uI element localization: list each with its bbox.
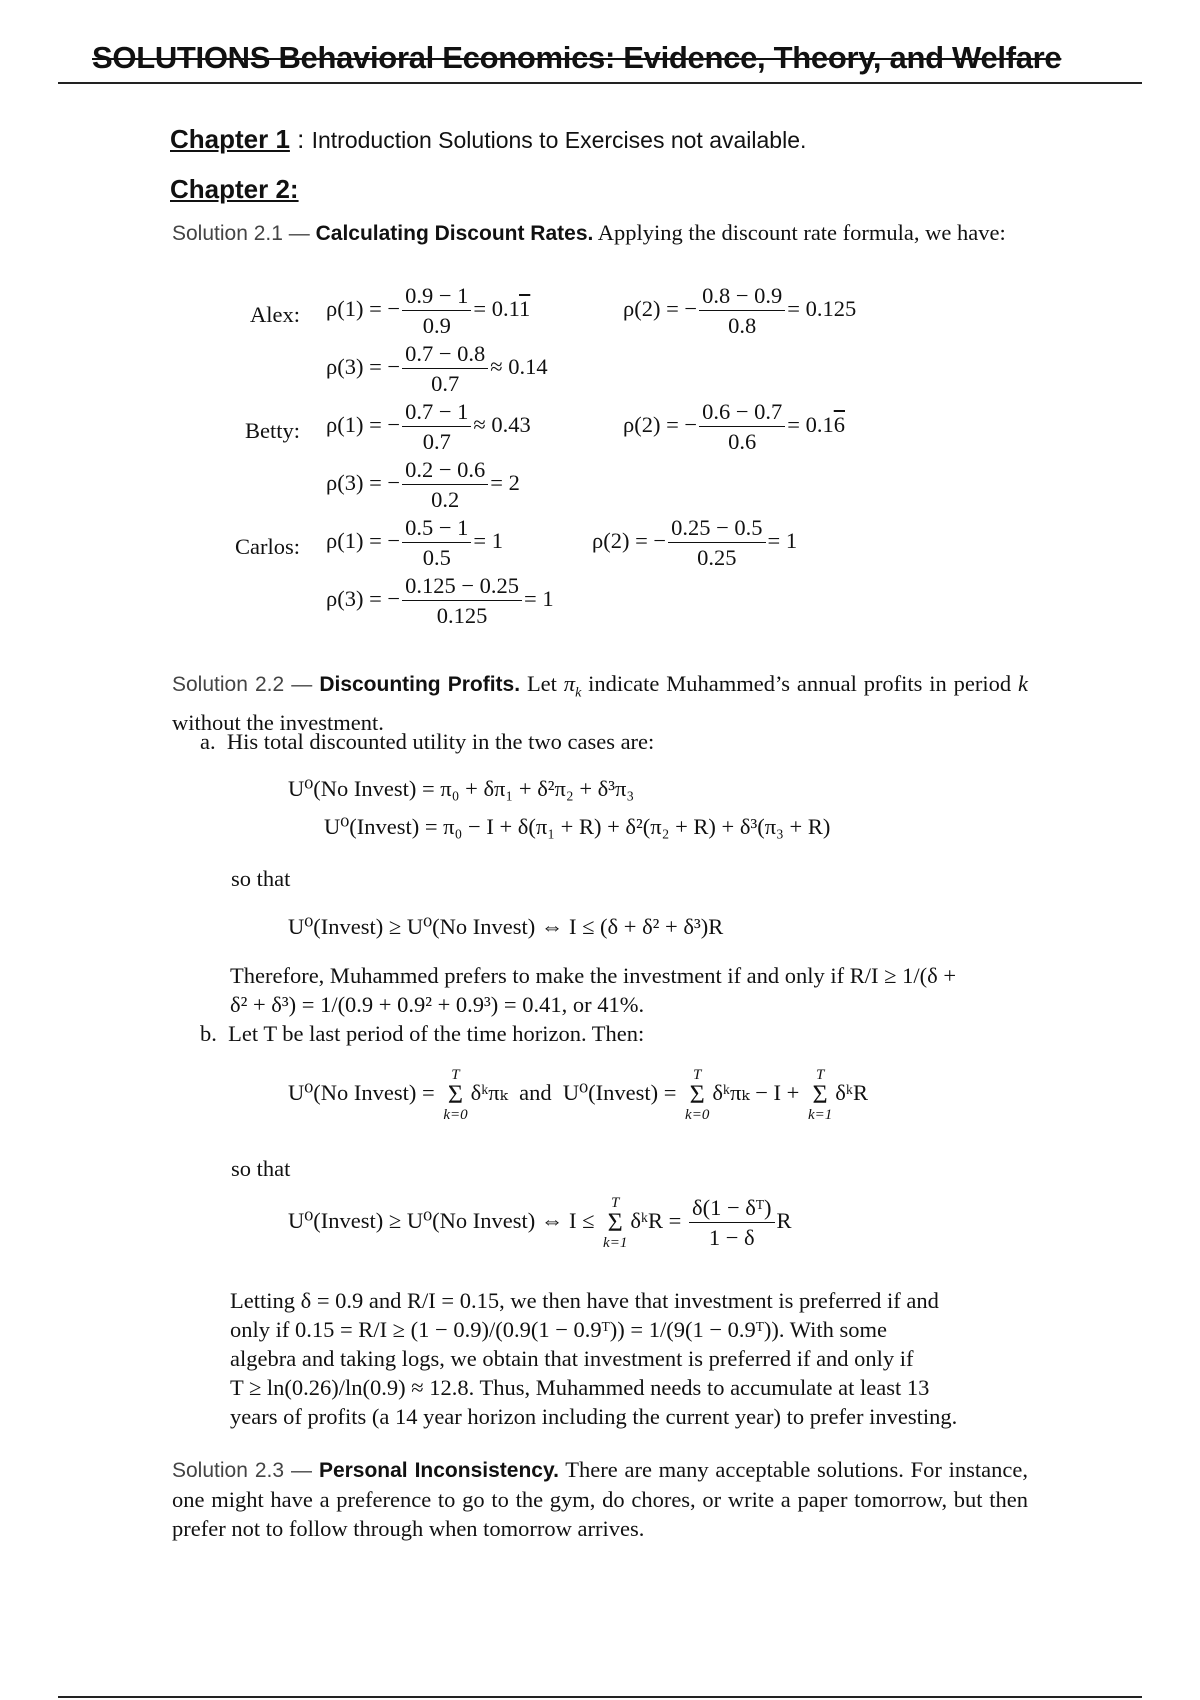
item-a-text: His total discounted utility in the two cases are:: [226, 729, 655, 754]
solution-2-3-number: Solution 2.3 —: [172, 1459, 312, 1482]
eq-sums: U⁰(No Invest) = T Σ k=0 δᵏπₖ and U⁰(Invest) = T Σ k=0 δᵏπₖ − I + T Σ k=1 δᵏR: [288, 1067, 868, 1123]
row-name-alex: Alex:: [250, 302, 300, 327]
row-name-betty: Betty:: [245, 418, 300, 443]
item-a: [200, 729, 654, 755]
solution-2-1-intro: [172, 218, 1028, 248]
item-b-label: b.: [200, 1021, 217, 1046]
solution-2-1-number: Solution 2.1 —: [172, 222, 310, 245]
solution-2-3: [172, 1455, 1028, 1543]
therefore-paragraph: Therefore, Muhammed prefers to make the investment if and only if R/I ≥ 1/(δ + δ² + δ³) = 1/(0.9 + 0.9² + 0.9³) = 0.41, or 41%.: [230, 963, 957, 1017]
footer-rule: [58, 1696, 1142, 1698]
document-title: SOLUTIONS Behavioral Economics: Evidence, Theory, and Welfare: [92, 40, 1062, 75]
chapter-1-text: Introduction Solutions to Exercises not available.: [311, 127, 807, 153]
item-b: [200, 1021, 644, 1047]
eq-no-invest: U⁰(No Invest) = π₀ + δπ₁ + δ²π₂ + δ³π₃: [288, 776, 635, 801]
solution-2-2-intro: Solution 2.2 — Discounting Profits. Let $\pi_k$ indicate Muhammed’s annual profits in period k without the investment.: [172, 671, 1029, 735]
row-name-carlos: Carlos:: [235, 534, 300, 559]
eq-alex-rho1: ρ(1) = − $\frac{0.9 - 1}{0.9}$ = 0.11: [326, 283, 531, 338]
header-rule: [58, 82, 1142, 84]
chapter-1-label: Chapter 1: [170, 124, 290, 154]
so-that-2: so that: [231, 1156, 291, 1181]
eq-invest: U⁰(Invest) = π₀ − I + δ(π₁ + R) + δ²(π₂ + R) + δ³(π₃ + R): [324, 814, 831, 839]
solution-2-2-number: Solution 2.2 —: [172, 673, 313, 696]
eq-carlos-rho2: ρ(2) = − $\frac{0.25 - 0.5}{0.25}$ = 1: [592, 515, 798, 570]
eq-compare-1: U⁰(Invest) ≥ U⁰(No Invest) ⇔ I ≤ (δ + δ² + δ³)R: [288, 914, 724, 939]
item-a-label: a.: [200, 729, 216, 754]
solution-2-3-text: There are many acceptable solutions. For instance, one might have a preference to go to the gym, do chores, or write a paper tomorrow, but then prefer not to follow through when tomorrow arrives.: [172, 1457, 1029, 1541]
eq-carlos-rho3: ρ(3) = − $\frac{0.125 - 0.25}{0.125}$ = 1: [326, 573, 554, 628]
chapter-2-label: Chapter 2:: [170, 174, 299, 204]
item-b-text: Let T be last period of the time horizon. Then:: [228, 1021, 645, 1046]
eq-alex-rho2: ρ(2) = − $\frac{0.8 - 0.9}{0.8}$ = 0.125: [623, 283, 857, 338]
solution-2-2-title: Discounting Profits.: [319, 673, 521, 696]
chapter-1-heading: [170, 124, 806, 155]
eq-alex-rho3: ρ(3) = − $\frac{0.7 - 0.8}{0.7}$ ≈ 0.14: [326, 341, 548, 396]
eq-carlos-rho1: ρ(1) = − $\frac{0.5 - 1}{0.5}$ = 1: [326, 515, 503, 570]
eq-betty-rho2: ρ(2) = − $\frac{0.6 - 0.7}{0.6}$ = 0.16: [623, 399, 845, 454]
so-that-1: so that: [231, 866, 291, 891]
letting-paragraph: Letting δ = 0.9 and R/I = 0.15, we then have that investment is preferred if and only if 0.15 = R/I ≥ (1 − 0.9)/(0.9(1 − 0.9ᵀ)) = 1/(9(1 − 0.9ᵀ)). With some algebra and taking logs, we obtain that investment is preferred if and only if T ≥ ln(0.26)/ln(0.9) ≈ 12.8. Thus, Muhammed needs to accumulate at least 13 years of profits (a 14 year horizon including the current year) to prefer investing.: [230, 1288, 958, 1429]
chapter-2-heading: [170, 174, 299, 205]
eq-compare-2: U⁰(Invest) ≥ U⁰(No Invest) ⇔ I ≤ T Σ k=1 δᵏR = $\frac{\text{δ(1 − δᵀ)}}{1 - \delta}$ R: [288, 1195, 792, 1251]
solution-2-3-title: Personal Inconsistency.: [318, 1459, 559, 1482]
chapter-1-sep: :: [289, 124, 312, 154]
solution-2-1-title: Calculating Discount Rates.: [315, 222, 594, 245]
eq-betty-rho1: ρ(1) = − $\frac{0.7 - 1}{0.7}$ ≈ 0.43: [326, 399, 531, 454]
eq-betty-rho3: ρ(3) = − $\frac{0.2 - 0.6}{0.2}$ = 2: [326, 457, 520, 512]
solution-2-1-text: Applying the discount rate formula, we have:: [597, 220, 1006, 245]
